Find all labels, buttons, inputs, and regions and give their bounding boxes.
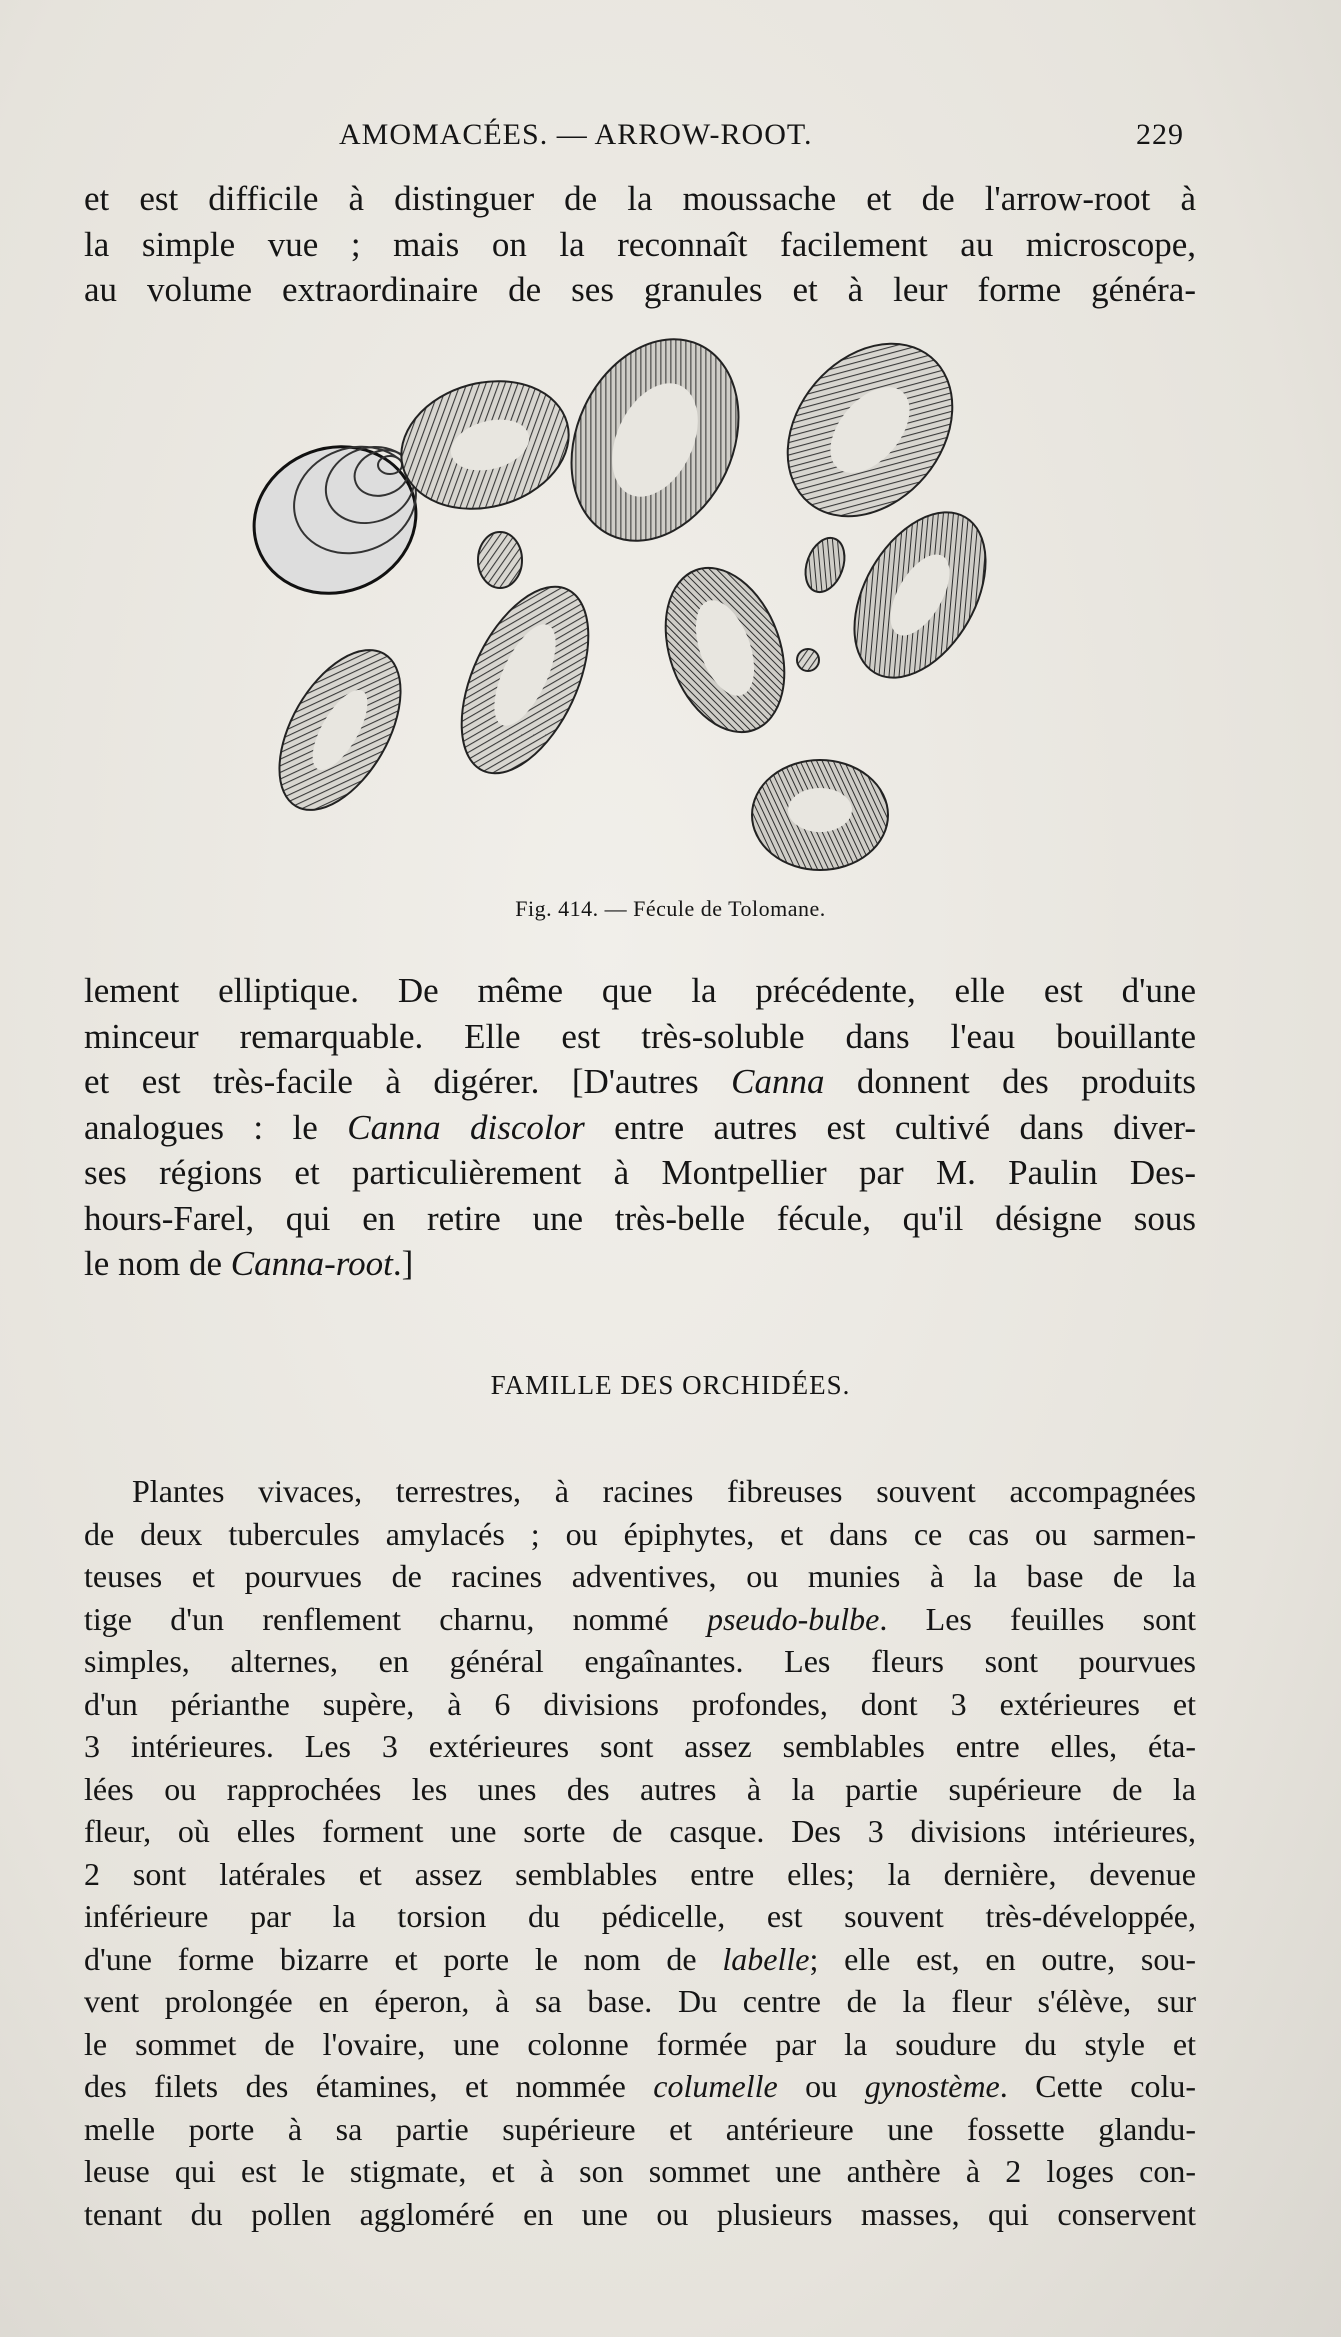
granule-small	[478, 532, 522, 588]
text-run: entre autres est cultivé dans diver-	[584, 1107, 1197, 1147]
text-run: et est très-facile à digérer. [D'autres	[84, 1062, 732, 1101]
text-line: le sommet de l'ovaire, une colonne formée par la soudure du style et	[84, 2025, 1196, 2062]
text-line	[84, 1938, 1196, 1981]
granule-ring	[644, 551, 806, 748]
text-run: .]	[392, 1244, 414, 1283]
text-line: 2 sont latérales et assez semblables entre elles; la dernière, devenue	[84, 1855, 1196, 1892]
text-line: et est difficile à distinguer de la moussache et de l'arrow-root à	[84, 179, 1196, 218]
italic-term: Canna	[731, 1062, 825, 1101]
text-line: la simple vue ; mais on la reconnaît facilement au microscope,	[84, 224, 1196, 264]
text-run: ; elle est, en outre, sou-	[809, 1940, 1197, 1977]
text-run: tige d'un renflement charnu, nommé	[84, 1600, 707, 1637]
italic-term: Canna discolor	[347, 1107, 585, 1147]
text-line: teuses et pourvues de racines adventives, ou munies à la base de la	[84, 1558, 1196, 1594]
text-line: ses régions et particulièrement à Montpellier par M. Paulin Des-	[84, 1153, 1196, 1192]
paragraph-orchids	[84, 1470, 1196, 2235]
text-line	[84, 1105, 1196, 1151]
text-line	[84, 1059, 1196, 1105]
paragraph-intro	[84, 176, 1196, 313]
text-run: d'une forme bizarre et porte le nom de	[84, 1940, 723, 1977]
text-line	[84, 1241, 1196, 1287]
text-run: . Cette colu-	[999, 2068, 1197, 2104]
text-line: simples, alternes, en général engaînantes. Les fleurs sont pourvues	[84, 1643, 1196, 1679]
text-line	[84, 2065, 1196, 2108]
text-run: le nom de	[84, 1244, 231, 1283]
text-line: 3 intérieures. Les 3 extérieures sont assez semblables entre elles, éta-	[84, 1728, 1196, 1764]
text-line	[84, 1598, 1196, 1641]
running-title: AMOMACÉES. — ARROW-ROOT.	[339, 118, 813, 151]
section-title: FAMILLE DES ORCHIDÉES.	[490, 1370, 851, 1400]
granule-ring	[540, 330, 770, 568]
starch-granules-illustration	[240, 330, 1040, 890]
paragraph-canna	[84, 968, 1196, 1287]
page-number: 229	[1136, 118, 1184, 151]
text-line: fleur, où elles forment une sorte de casque. Des 3 divisions intérieures,	[84, 1813, 1196, 1849]
text-run: des filets des étamines, et nommée	[84, 2068, 654, 2104]
text-line: inférieure par la torsion du pédicelle, est souvent très-développée,	[84, 1898, 1196, 1934]
page-header	[84, 118, 1184, 162]
text-line: de deux tubercules amylacés ; ou épiphytes, et dans ce cas ou sarmen-	[84, 1515, 1196, 1552]
text-run: . Les feuilles sont	[879, 1600, 1197, 1637]
text-line: vent prolongée en éperon, à sa base. Du centre de la fleur s'élève, sur	[84, 1983, 1196, 2019]
text-line: minceur remarquable. Elle est très-soluble dans l'eau bouillante	[84, 1016, 1196, 1056]
granule-ring	[827, 490, 1012, 701]
text-line: lement elliptique. De même que la précédente, elle est d'une	[84, 971, 1196, 1010]
italic-term: gynostème	[864, 2068, 1000, 2104]
text-line: au volume extraordinaire de ses granules et à leur forme généra-	[84, 270, 1196, 309]
italic-term: labelle	[722, 1940, 810, 1977]
text-line: tenant du pollen aggloméré en une ou plusieurs masses, qui conservent	[84, 2195, 1196, 2232]
italic-term: pseudo-bulbe	[706, 1600, 880, 1637]
granule-ring	[436, 567, 615, 792]
text-line: Plantes vivaces, terrestres, à racines fibreuses souvent accompagnées	[132, 1473, 1196, 1509]
text-line: leuse qui est le stigmate, et à son sommet une anthère à 2 loges con-	[84, 2153, 1196, 2189]
text-line: d'un périanthe supère, à 6 divisions profondes, dont 3 extérieures et	[84, 1685, 1196, 1722]
granule-small	[797, 649, 819, 671]
italic-term: columelle	[653, 2068, 778, 2104]
text-run: ou	[777, 2068, 865, 2104]
figure-caption: Fig. 414. — Fécule de Tolomane.	[515, 896, 826, 921]
text-run: donnent des produits	[824, 1062, 1196, 1101]
text-run: analogues : le	[84, 1107, 348, 1147]
text-line: lées ou rapprochées les unes des autres à la partie supérieure de la	[84, 1770, 1196, 1807]
text-line: hours-Farel, qui en retire une très-belle fécule, qu'il désigne sous	[84, 1198, 1196, 1238]
italic-term: Canna-root	[230, 1244, 393, 1283]
text-line: melle porte à sa partie supérieure et antérieure une fossette glandu-	[84, 2110, 1196, 2147]
granule-ring	[254, 630, 425, 830]
granule-small	[799, 533, 852, 598]
granule-ring	[752, 760, 888, 870]
